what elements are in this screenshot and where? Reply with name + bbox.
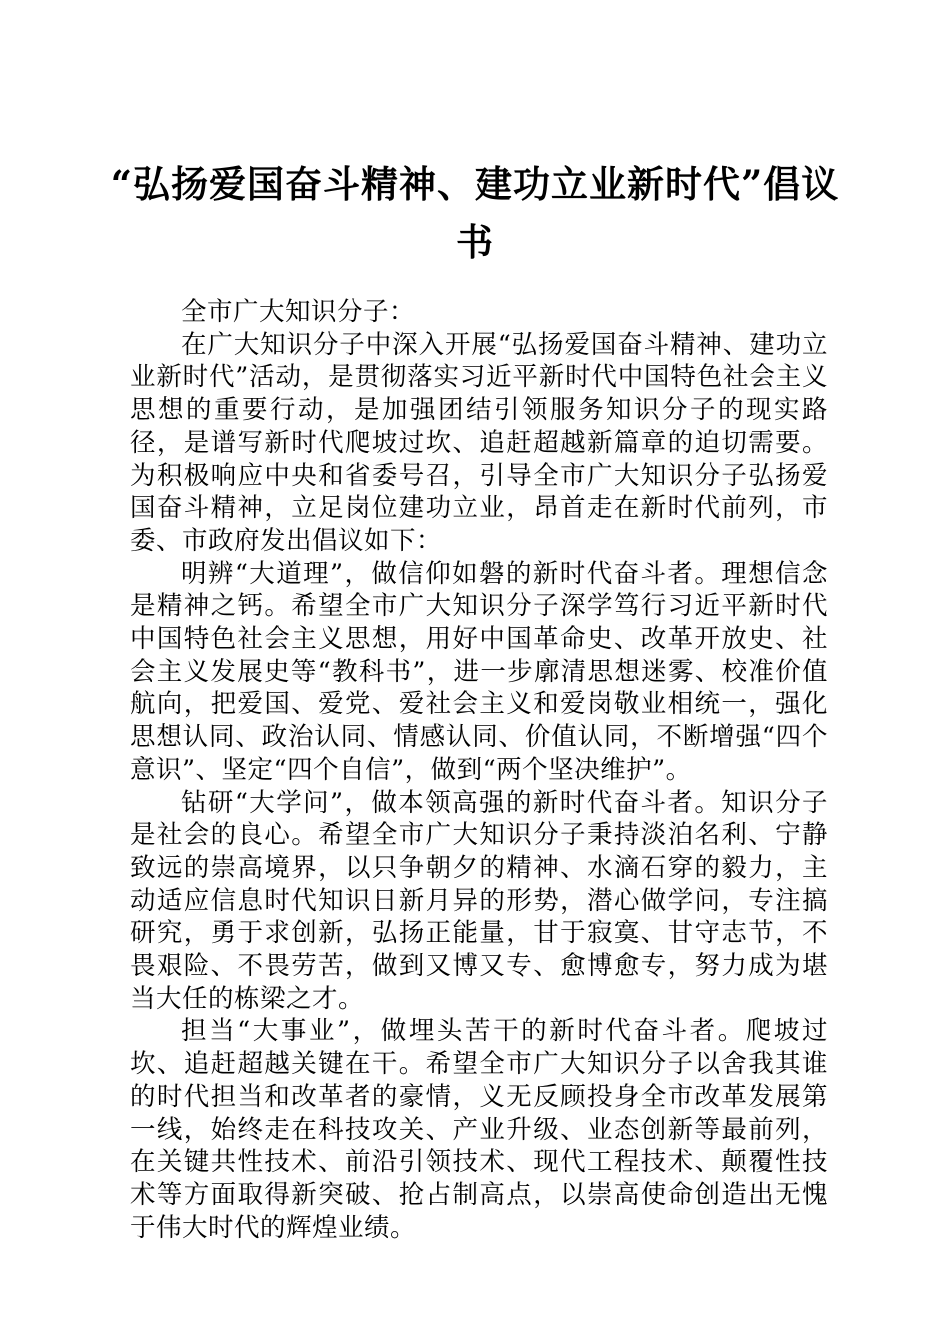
document-body bbox=[130, 296, 828, 1244]
paragraph-intro: 在广大知识分子中深入开展“弘扬爱国奋斗精神、建功立业新时代”活动，是贯彻落实习近平新时代中国特色社会主义思想的重要行动，是加强团结引领服务知识分子的现实路径，是谱写新时代爬坡过坎、追赶超越新篇章的迫切需要。为积极响应中央和省委号召，引导全市广大知识分子弘扬爱国奋斗精神，立足岗位建功立业，昂首走在新时代前列，市委、市政府发出倡议如下： bbox=[130, 329, 828, 556]
paragraph-learning: 钻研“大学问”，做本领高强的新时代奋斗者。知识分子是社会的良心。希望全市广大知识分子秉持淡泊名利、宁静致远的崇高境界，以只争朝夕的精神、水滴石穿的毅力，主动适应信息时代知识日新月异的形势，潜心做学问，专注搞研究，勇于求创新，弘扬正能量，甘于寂寞、甘守志节，不畏艰险、不畏劳苦，做到又博又专、愈博愈专，努力成为堪当大任的栋梁之才。 bbox=[130, 787, 828, 1014]
paragraph-career: 担当“大事业”，做埋头苦干的新时代奋斗者。爬坡过坎、追赶超越关键在干。希望全市广大知识分子以舍我其谁的时代担当和改革者的豪情，义无反顾投身全市改革发展第一线，始终走在科技攻关、产业升级、业态创新等最前列，在关键共性技术、前沿引领技术、现代工程技术、颠覆性技术等方面取得新突破、抢占制高点，以崇高使命创造出无愧于伟大时代的辉煌业绩。 bbox=[130, 1016, 828, 1243]
paragraph-faith: 明辨“大道理”，做信仰如磐的新时代奋斗者。理想信念是精神之钙。希望全市广大知识分子深学笃行习近平新时代中国特色社会主义思想，用好中国革命史、改革开放史、社会主义发展史等“教科书”，进一步廓清思想迷雾、校准价值航向，把爱国、爱党、爱社会主义和爱岗敬业相统一，强化思想认同、政治认同、情感认同、价值认同，不断增强“四个意识”、坚定“四个自信”，做到“两个坚决维护”。 bbox=[130, 558, 828, 785]
salutation: 全市广大知识分子： bbox=[181, 297, 416, 327]
document-title: “弘扬爱国奋斗精神、建功立业新时代”倡议书 bbox=[110, 162, 840, 264]
